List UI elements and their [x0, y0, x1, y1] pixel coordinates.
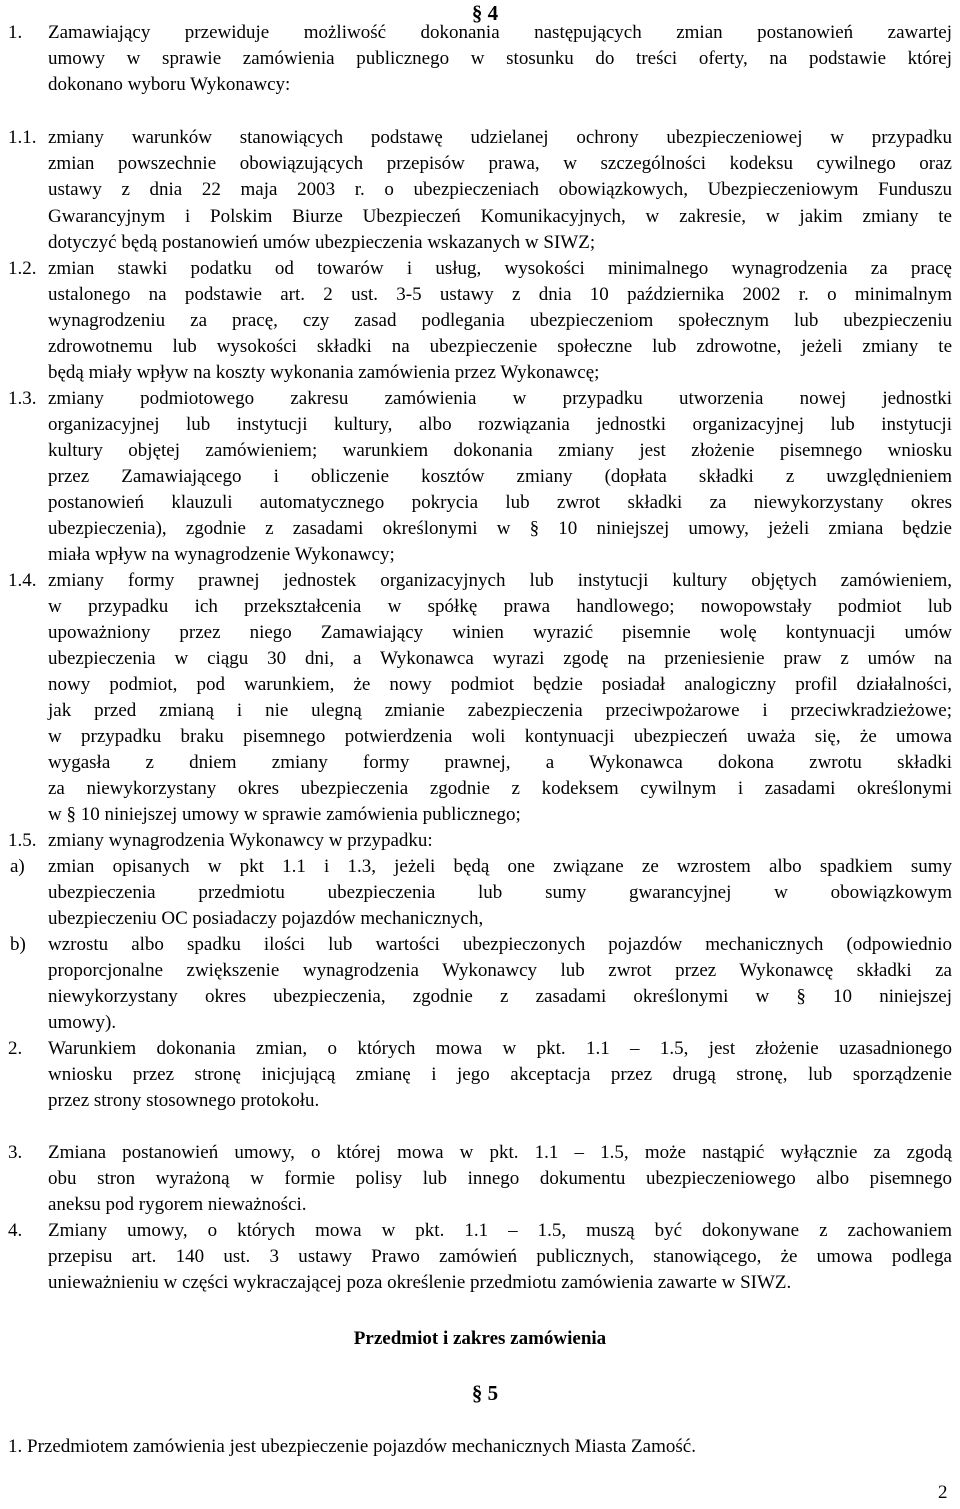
item-1-2-text-line: zmian stawki podatku od towarów i usług, wysokości minimalnego wynagrodzenia za pracę [48, 258, 952, 279]
item-1-1-text-line: Gwarancyjnym i Polskim Biurze Ubezpieczeń Komunikacyjnych, w zakresie, w jakim zmiany te [48, 206, 952, 227]
item-1-3-label: 1.3. [8, 388, 37, 409]
item-b-text-line: proporcjonalne zwiększenie wynagrodzenia Wykonawcy lub zwrot przez Wykonawcę składki za [48, 960, 952, 981]
item-a-text-line: ubezpieczenia przedmiotu ubezpieczenia lub sumy gwarancyjnej w obowiązkowym [48, 882, 952, 903]
item-1-3-text-line: organizacyjnej lub instytucji kultury, albo rozwiązania jednostki organizacyjnej lub instytucji [48, 414, 952, 435]
item-1-4-text-line: upoważniony przez niego Zamawiający winien wyrazić pisemnie wolę kontynuacji umów [48, 622, 952, 643]
item-2-text-line: wniosku przez stronę inicjującą zmianę i jego akceptacja przez drugą stronę, lub sporządzenie [48, 1064, 952, 1085]
item-1-2-text-line: będą miały wpływ na koszty wykonania zamówienia przez Wykonawcę; [48, 362, 600, 383]
item-1-2-text-line: wynagrodzeniu za pracę, czy zasad podlegania ubezpieczeniom społecznym lub ubezpieczeniu [48, 310, 952, 331]
item-4-text-line: Zmiany umowy, o których mowa w pkt. 1.1 – 1.5, muszą być dokonywane z zachowaniem [48, 1220, 952, 1241]
item-4-text-line: unieważnieniu w części wykraczającej poza określenie przedmiotu zamówienia zawarte w SIWZ. [48, 1272, 792, 1293]
item-1-4-text-line: w przypadku ich przekształcenia w spółkę prawa handlowego; nowopowstały podmiot lub [48, 596, 952, 617]
item-4-label: 4. [8, 1220, 23, 1241]
item-a-text-line: zmian opisanych w pkt 1.1 i 1.3, jeżeli będą one związane ze wzrostem albo spadkiem sumy [48, 856, 952, 877]
item-4-text-line: przepisu art. 140 ust. 3 ustawy Prawo zamówień publicznych, stanowiącego, że umowa podlega [48, 1246, 952, 1267]
item-b-label: b) [10, 934, 26, 955]
item-1-1-text-line: ustawy z dnia 22 maja 2003 r. o ubezpieczeniach obowiązkowych, Ubezpieczeniowym Funduszu [48, 179, 952, 200]
subject-heading: Przedmiot i zakres zamówienia [353, 1328, 607, 1349]
item-1-5-text-line: zmiany wynagrodzenia Wykonawcy w przypadku: [48, 830, 433, 851]
item-a-label: a) [10, 856, 25, 877]
section-5-heading: § 5 [471, 1381, 499, 1405]
item-1-4-text-line: nowy podmiot, pod warunkiem, że nowy podmiot będzie posiadał analogiczny profil działalności, [48, 674, 952, 695]
item-a-text-line: ubezpieczeniu OC posiadaczy pojazdów mechanicznych, [48, 908, 484, 929]
section-4-heading: § 4 [471, 1, 499, 25]
item-1-4-text-line: ubezpieczenia w ciągu 30 dni, a Wykonawca wyrazi zgodę na przeniesienie praw z umów na [48, 648, 952, 669]
item-1-1-text-line: zmian powszechnie obowiązujących przepisów prawa, w szczególności kodeksu cywilnego oraz [48, 153, 952, 174]
item-1-4-text-line: zmiany formy prawnej jednostek organizacyjnych lub instytucji kultury objętych zamówieniem, [48, 570, 952, 591]
item-b-text-line: niewykorzystany okres ubezpieczenia, zgodnie z zasadami określonymi w § 10 niniejszej [48, 986, 952, 1007]
item-b-text-line: umowy). [48, 1012, 117, 1033]
item-1-2-text-line: zdrowotnemu lub wysokości składki na ubezpieczenie społeczne lub zdrowotne, jeżeli zmiany te [48, 336, 952, 357]
item-1-label: 1. [8, 22, 23, 43]
item-b-text-line: wzrostu albo spadku ilości lub wartości ubezpieczonych pojazdów mechanicznych (odpowiednio [48, 934, 952, 955]
item-3-label: 3. [8, 1142, 23, 1163]
item-1-4-text-line: wygasła z dniem zmiany formy prawnej, a Wykonawca dokona zwrotu składki [48, 752, 952, 773]
item-1-3-text-line: postanowień klauzuli automatycznego pokrycia lub zwrot składki za niewykorzystany okres [48, 492, 952, 513]
item-2-text-line: przez strony stosownego protokołu. [48, 1090, 320, 1111]
item-1-4-label: 1.4. [8, 570, 37, 591]
item-1-1-text-line: zmiany warunków stanowiących podstawę udzielanej ochrony ubezpieczeniowej w przypadku [48, 127, 952, 148]
item-1-3-text-line: ubezpieczenia), zgodnie z zasadami określonymi w § 10 niniejszej umowy, jeżeli zmiana będzie [48, 518, 952, 539]
page-number: 2 [938, 1482, 948, 1503]
item-1-3-text-line: miała wpływ na wynagrodzenie Wykonawcy; [48, 544, 395, 565]
item-1-5-label: 1.5. [8, 830, 37, 851]
item-1-4-text-line: jak przed zmianą i nie ulegną zmianie zabezpieczenia przeciwpożarowe i przeciwkradzieżowe; [48, 700, 952, 721]
item-1-4-text-line: w przypadku braku pisemnego potwierdzenia woli kontynuacji ubezpieczeń uważa się, że umowa [48, 726, 952, 747]
item-1-text-line: dokonano wyboru Wykonawcy: [48, 74, 291, 95]
item-1-2-label: 1.2. [8, 258, 37, 279]
item-2-text-line: Warunkiem dokonania zmian, o których mowa w pkt. 1.1 – 1.5, jest złożenie uzasadnionego [48, 1038, 952, 1059]
item-3-text-line: obu stron wyrażoną w formie polisy lub innego dokumentu ubezpieczeniowego albo pisemnego [48, 1168, 952, 1189]
item-3-text-line: aneksu pod rygorem nieważności. [48, 1194, 307, 1215]
item-1-1-text-line: dotyczyć będą postanowień umów ubezpieczenia wskazanych w SIWZ; [48, 232, 596, 253]
item-1-4-text-line: za niewykorzystany okres ubezpieczenia zgodnie z kodeksem cywilnym i zasadami określonymi [48, 778, 952, 799]
item-1-2-text-line: ustalonego na podstawie art. 2 ust. 3-5 ustawy z dnia 10 października 2002 r. o minimalnym [48, 284, 952, 305]
item-2-label: 2. [8, 1038, 23, 1059]
item-1-3-text-line: przez Zamawiającego i obliczenie kosztów zmiany (dopłata składki z uwzględnieniem [48, 466, 952, 487]
section-5-item-1: 1. Przedmiotem zamówienia jest ubezpieczenie pojazdów mechanicznych Miasta Zamość. [8, 1436, 696, 1457]
item-1-1-label: 1.1. [8, 127, 37, 148]
item-1-text-line: Zamawiający przewiduje możliwość dokonania następujących zmian postanowień zawartej [48, 22, 952, 43]
item-1-3-text-line: zmiany podmiotowego zakresu zamówienia w przypadku utworzenia nowej jednostki [48, 388, 952, 409]
item-1-text-line: umowy w sprawie zamówienia publicznego w stosunku do treści oferty, na podstawie której [48, 48, 952, 69]
item-1-4-text-line: w § 10 niniejszej umowy w sprawie zamówienia publicznego; [48, 804, 521, 825]
item-1-3-text-line: kultury objętej zamówieniem; warunkiem dokonania zmiany jest złożenie pisemnego wniosku [48, 440, 952, 461]
item-3-text-line: Zmiana postanowień umowy, o której mowa w pkt. 1.1 – 1.5, może nastąpić wyłącznie za zgodą [48, 1142, 952, 1163]
